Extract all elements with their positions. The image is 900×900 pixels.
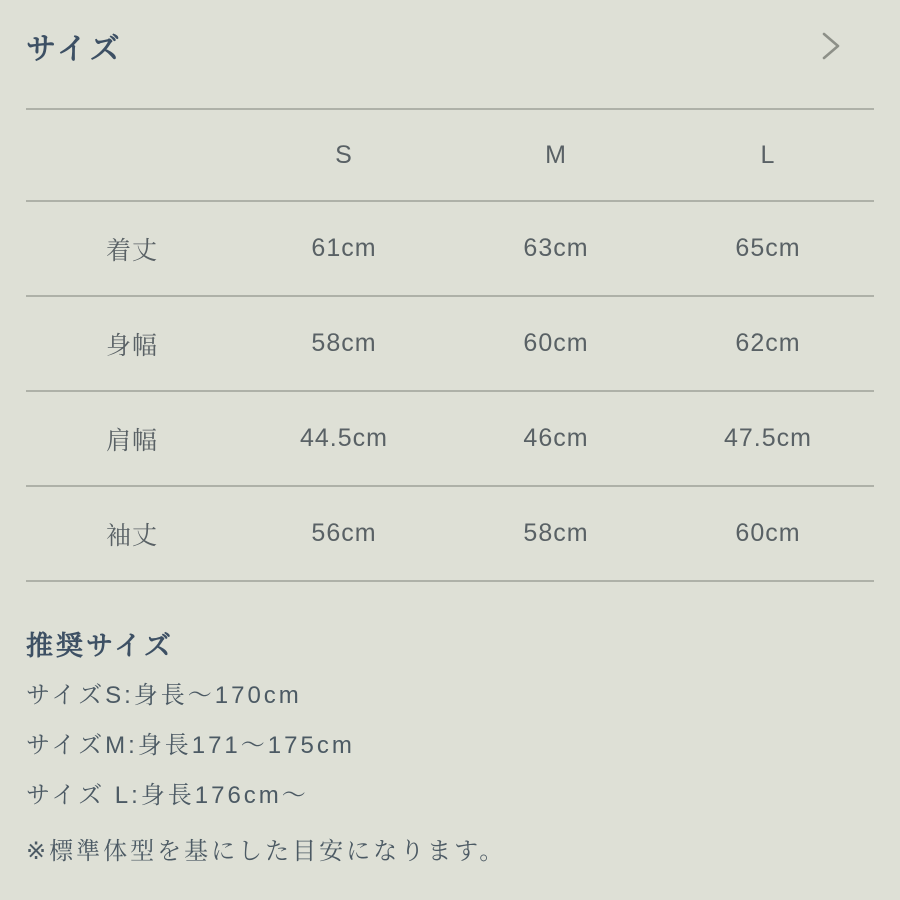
table-row [26,392,874,487]
column-header-m: M [545,140,567,169]
table-row [26,202,874,297]
table-row [26,297,874,392]
cell-value: 46cm [523,424,589,452]
standard-body-note: ※標準体型を基にした目安になります。 [26,838,507,865]
recommended-size-m: サイズM:身長171〜175cm [26,732,355,759]
column-header-s: S [335,140,353,169]
cell-value: 60cm [523,329,589,357]
column-header-l: L [760,140,776,169]
recommended-size-heading: 推奨サイズ [26,631,174,661]
row-label: 袖丈 [105,521,158,550]
cell-value: 61cm [311,234,377,262]
cell-value: 44.5cm [300,424,388,452]
row-label: 身幅 [105,331,158,360]
page-title: サイズ [26,33,123,66]
size-table-header-row [26,110,874,202]
cell-value: 60cm [735,519,801,547]
row-label: 肩幅 [105,426,158,455]
size-table [26,110,874,582]
row-label: 着丈 [105,236,158,265]
cell-value: 56cm [311,519,377,547]
cell-value: 62cm [735,329,801,357]
cell-value: 58cm [523,519,589,547]
recommended-size-s: サイズS:身長〜170cm [26,682,302,709]
table-row [26,487,874,582]
cell-value: 63cm [523,234,589,262]
size-section-header[interactable] [26,0,874,110]
cell-value: 58cm [311,329,377,357]
cell-value: 65cm [735,234,801,262]
recommended-size-section [26,628,874,870]
recommended-size-l: サイズ L:身長176cm〜 [26,782,309,809]
chevron-right-icon[interactable] [816,31,846,61]
cell-value: 47.5cm [724,424,812,452]
